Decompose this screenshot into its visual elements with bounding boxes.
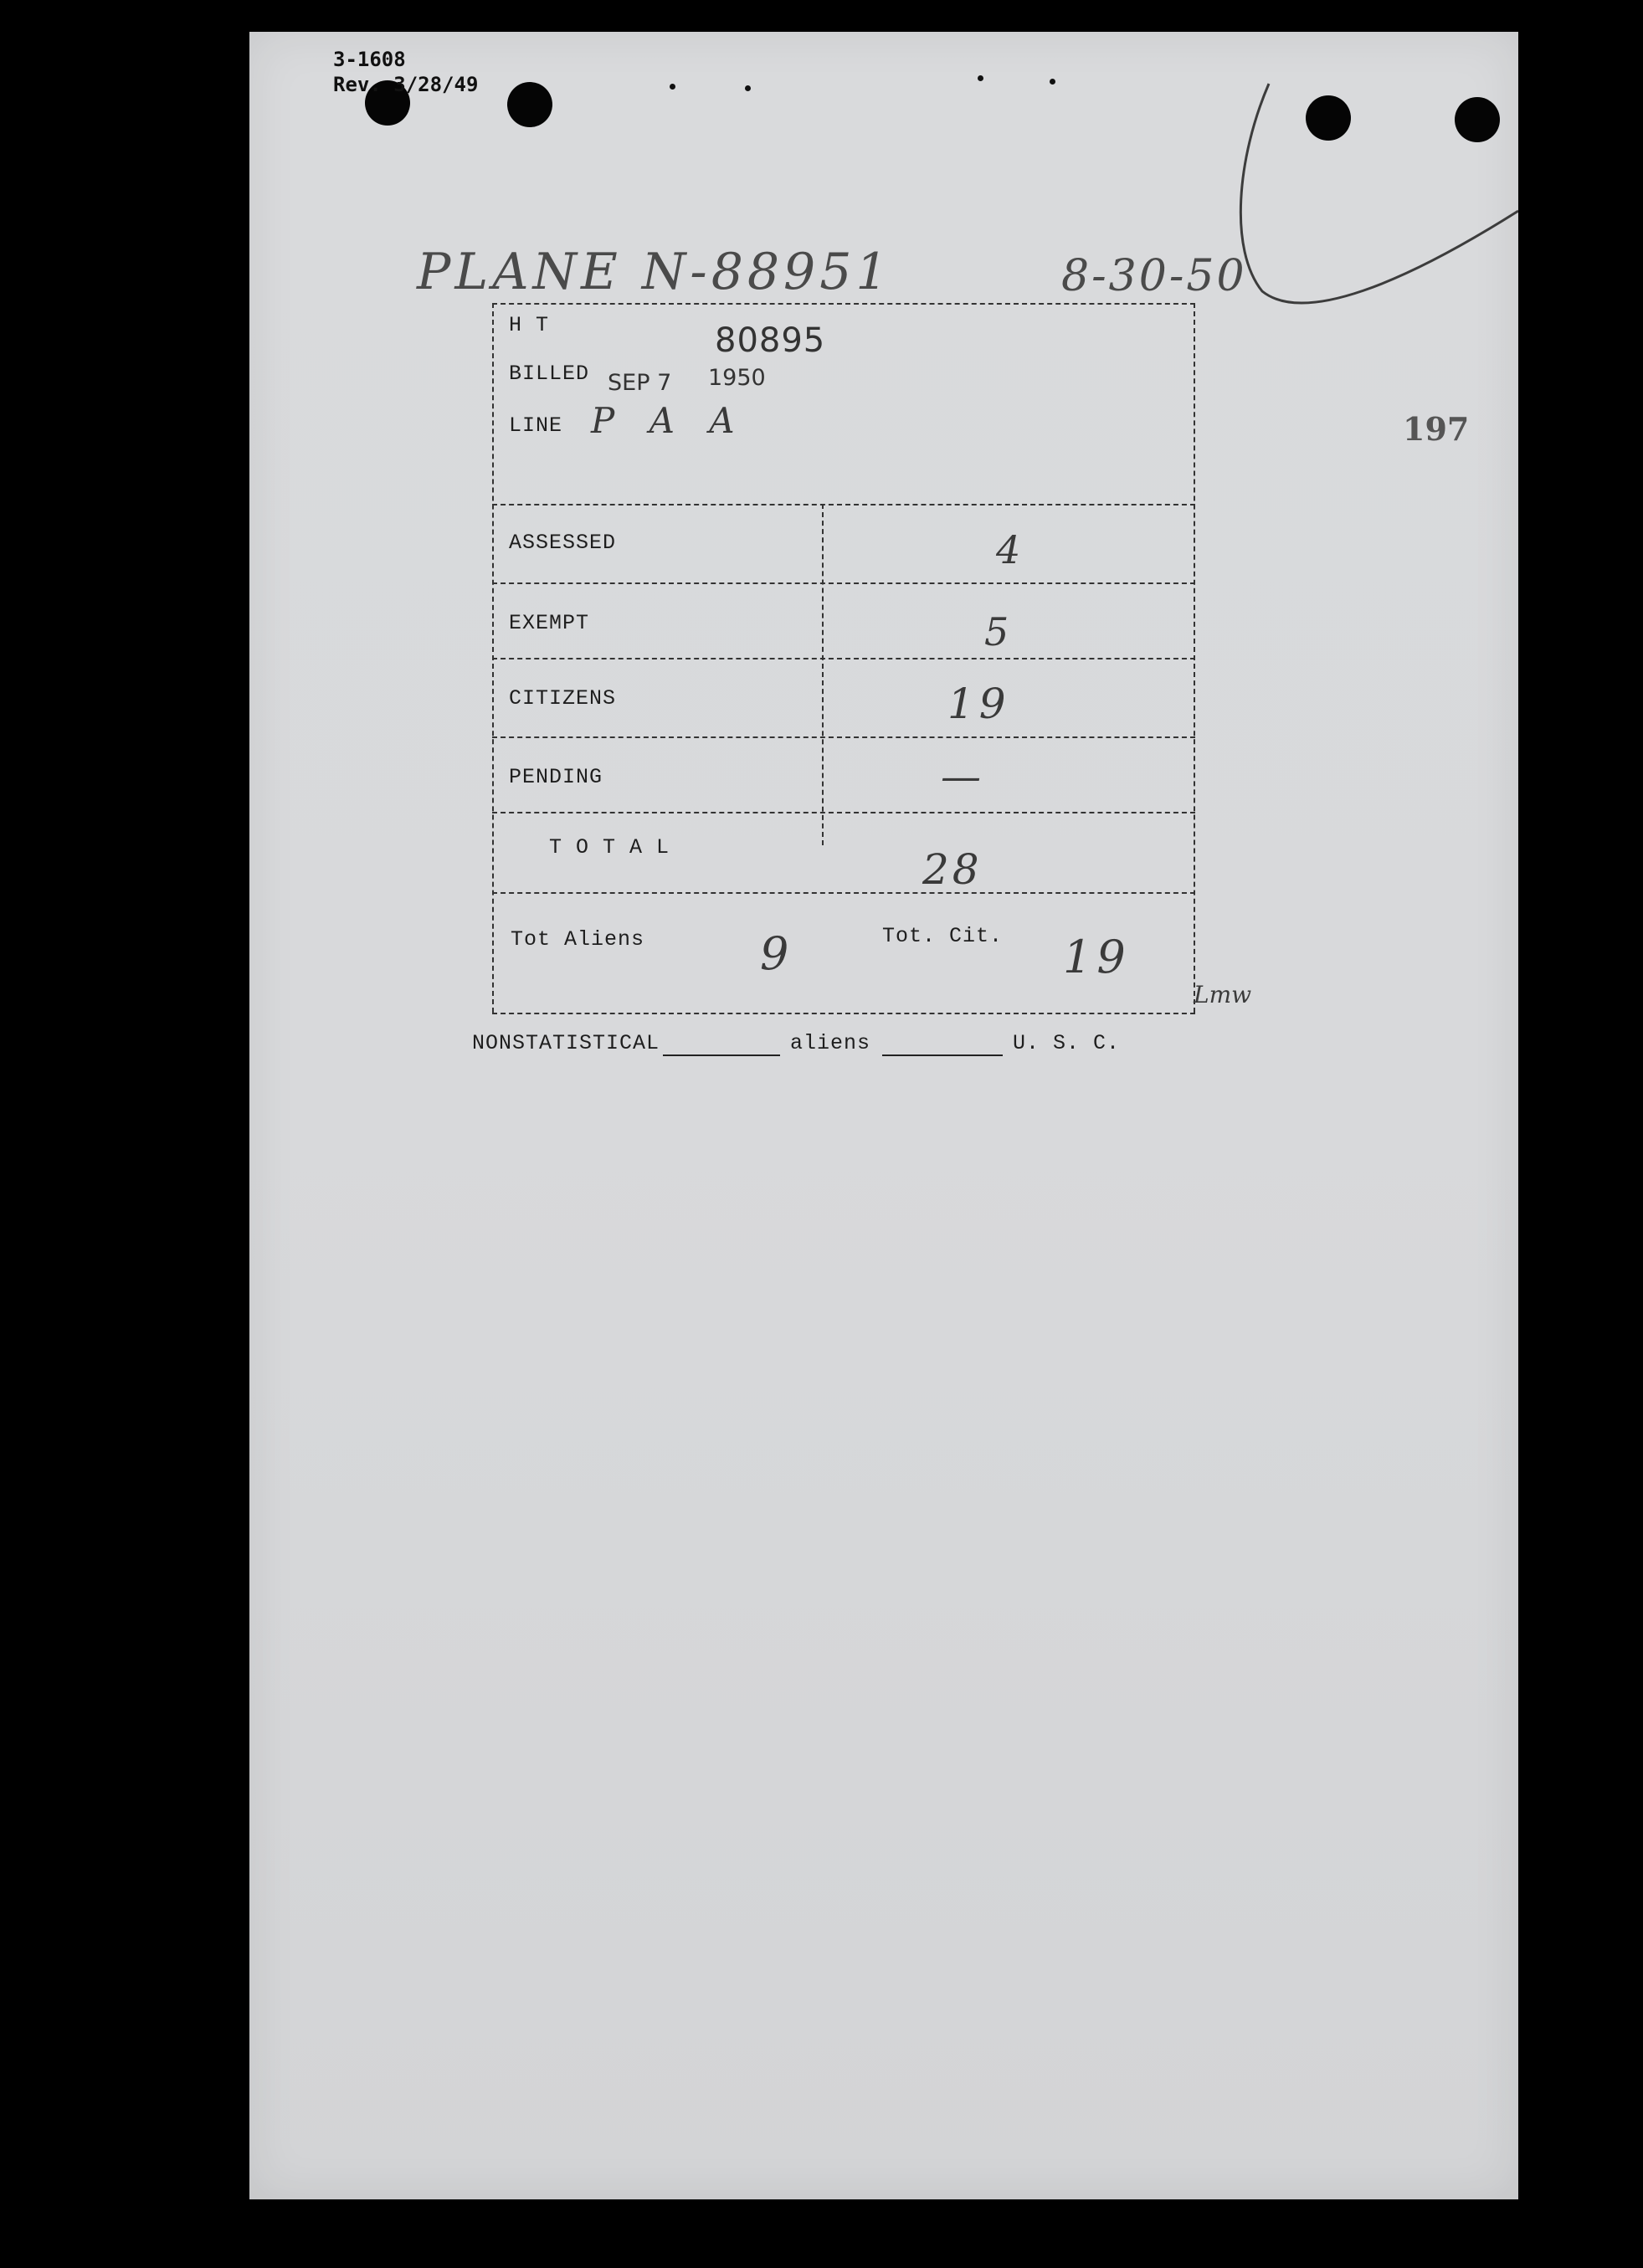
line-value: P A A <box>591 400 747 441</box>
document-sheet <box>249 32 1518 2199</box>
card-bottom-border <box>492 1013 1195 1014</box>
form-revision: Rev. 3/28/49 <box>333 73 479 96</box>
tot-aliens-label: Tot Aliens <box>511 927 645 952</box>
row-value-pending: — <box>941 753 981 800</box>
card-column-divider <box>822 504 824 845</box>
tot-cit-value: 19 <box>1063 931 1131 983</box>
billed-label: BILLED <box>509 362 590 386</box>
tot-aliens-value: 9 <box>760 927 789 980</box>
usc-label: U. S. C. <box>1013 1031 1121 1055</box>
row-separator <box>492 658 1195 659</box>
card-header-separator <box>492 504 1195 505</box>
ht-number: 80895 <box>715 321 826 360</box>
row-value-assessed: 4 <box>996 527 1021 572</box>
form-number: 3-1608 <box>333 48 406 71</box>
row-separator <box>492 736 1195 738</box>
ht-label: H T <box>509 313 550 337</box>
punch-hole <box>1306 95 1351 141</box>
tot-cit-label: Tot. Cit. <box>882 924 1004 948</box>
billed-month-day: SEP 7 <box>608 370 672 396</box>
punch-hole <box>507 82 552 127</box>
row-value-exempt: 5 <box>984 609 1009 654</box>
row-separator <box>492 582 1195 584</box>
speck <box>745 85 751 91</box>
speck <box>978 75 983 81</box>
speck <box>670 84 675 90</box>
billed-year: 1950 <box>708 365 766 391</box>
line-label: LINE <box>509 413 563 438</box>
card-top-border <box>492 303 1195 305</box>
plane-label: PLANE N-88951 <box>417 243 892 301</box>
header-date: 8-30-50 <box>1061 251 1247 301</box>
nonstatistical-blank <box>663 1054 780 1056</box>
row-label-pending: PENDING <box>509 765 603 789</box>
punch-hole <box>1455 97 1500 142</box>
row-label-exempt: EXEMPT <box>509 611 590 635</box>
aliens-blank <box>882 1054 1003 1056</box>
aliens-label: aliens <box>790 1031 871 1055</box>
total-value: 28 <box>922 845 983 894</box>
row-separator <box>492 812 1195 813</box>
total-label: T O T A L <box>549 835 670 859</box>
nonstatistical-label: NONSTATISTICAL <box>472 1031 660 1055</box>
row-label-citizens: CITIZENS <box>509 686 617 711</box>
total-separator <box>492 892 1195 894</box>
initials: Lmw <box>1194 981 1252 1008</box>
row-label-assessed: ASSESSED <box>509 531 617 555</box>
row-value-citizens: 19 <box>947 680 1011 728</box>
speck <box>1050 79 1055 85</box>
page-number: 197 <box>1403 410 1470 448</box>
